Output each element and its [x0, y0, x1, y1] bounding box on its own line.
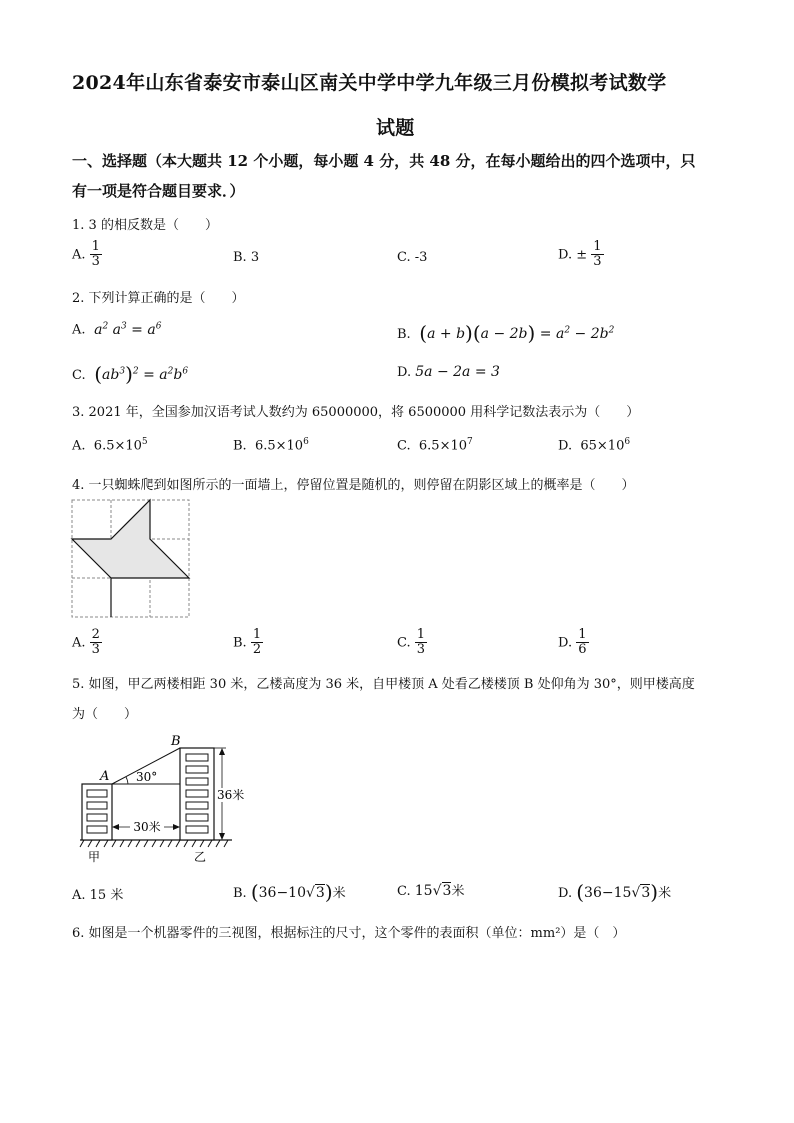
question-5-stem: 5. 如图，甲乙两楼相距 30 米，乙楼高度为 36 米，自甲楼顶 A 处看乙楼楼顶 B 处仰角为 30°，则甲楼高度	[72, 677, 695, 692]
section-heading-line2: 有一项是符合题目要求．）	[72, 182, 245, 200]
q3-option-b: B. $6.5\times 10^6$	[233, 437, 309, 454]
fig-building-jia: 甲	[88, 850, 101, 864]
question-4-stem: 4. 一只蜘蛛爬到如图所示的一面墙上，停留位置是随机的，则停留在阴影区域上的概率是（ ）	[72, 478, 635, 493]
question-3-stem: 3. 2021 年，全国参加汉语考试人数约为 65000000，将 6500000 用科学记数法表示为（ ）	[72, 405, 640, 420]
fig-angle-label: 30°	[136, 770, 158, 784]
q5-option-d: D. (36−15√3)米	[558, 880, 672, 904]
q5-option-c: C. 15√3米	[397, 883, 465, 899]
q1-option-c: C. -3	[397, 250, 428, 265]
q4-option-b: B. $\frac{1}{2}$	[233, 627, 262, 658]
q3-option-a: A. $6.5\times 10^5$	[72, 437, 148, 454]
page-title-line2: 试题	[376, 117, 415, 139]
q2-option-d: D. 5a − 2a = 3	[397, 364, 500, 380]
fraction: $\frac{1}{3}$	[593, 239, 602, 270]
fig-building-yi: 乙	[194, 850, 207, 864]
fig-height-label: 36米	[217, 788, 245, 802]
fig-point-a: A	[100, 769, 110, 784]
q3-option-d: D. $65\times 10^6$	[558, 437, 631, 454]
q4-option-d: D. $\frac{1}{6}$	[558, 627, 587, 658]
q2-option-a: A. $a^2$ $a^3 = a^6$	[72, 321, 162, 338]
q4-option-a: A. $\frac{2}{3}$	[72, 627, 100, 658]
shaded-star	[72, 500, 189, 617]
q1-option-d: D. ± $\frac{1}{3}$	[558, 239, 602, 270]
q5-option-b: B. (36−10√3)米	[233, 880, 346, 904]
q1-option-a: A. $\frac{1}{3}$	[72, 239, 100, 270]
q2-option-c: C. $(ab^3)^2 = a^2b^6$	[72, 362, 189, 386]
q2-option-b: B. $(a + b)(a - 2b) = a^2 - 2b^2$	[397, 321, 615, 345]
question-6-stem: 6. 如图是一个机器零件的三视图，根据标注的尺寸，这个零件的表面积（单位：mm²）是（ ）	[72, 926, 626, 941]
star-grid-figure	[70, 498, 194, 620]
q1-option-b: B. 3	[233, 250, 260, 265]
question-5-stem-line2: 为（ ）	[72, 707, 138, 722]
question-1-stem: 1. 3 的相反数是（ ）	[72, 218, 218, 233]
fig-point-b: B	[171, 734, 181, 749]
fraction: $\frac{1}{3}$	[91, 239, 100, 270]
q3-option-c: C. $6.5\times 10^7$	[397, 437, 473, 454]
q4-option-c: C. $\frac{1}{3}$	[397, 627, 426, 658]
section-heading: 一、选择题（本大题共 12 个小题，每小题 4 分，共 48 分，在每小题给出的四个选项中，只	[72, 152, 696, 170]
fig-dist-label: 30米	[133, 820, 161, 834]
question-2-stem: 2. 下列计算正确的是（ ）	[72, 291, 245, 306]
page-title: 2024年山东省泰安市泰山区南关中学中学九年级三月份模拟考试数学	[72, 72, 667, 94]
q5-option-a: A. 15 米	[72, 888, 124, 903]
buildings-figure	[76, 730, 246, 866]
